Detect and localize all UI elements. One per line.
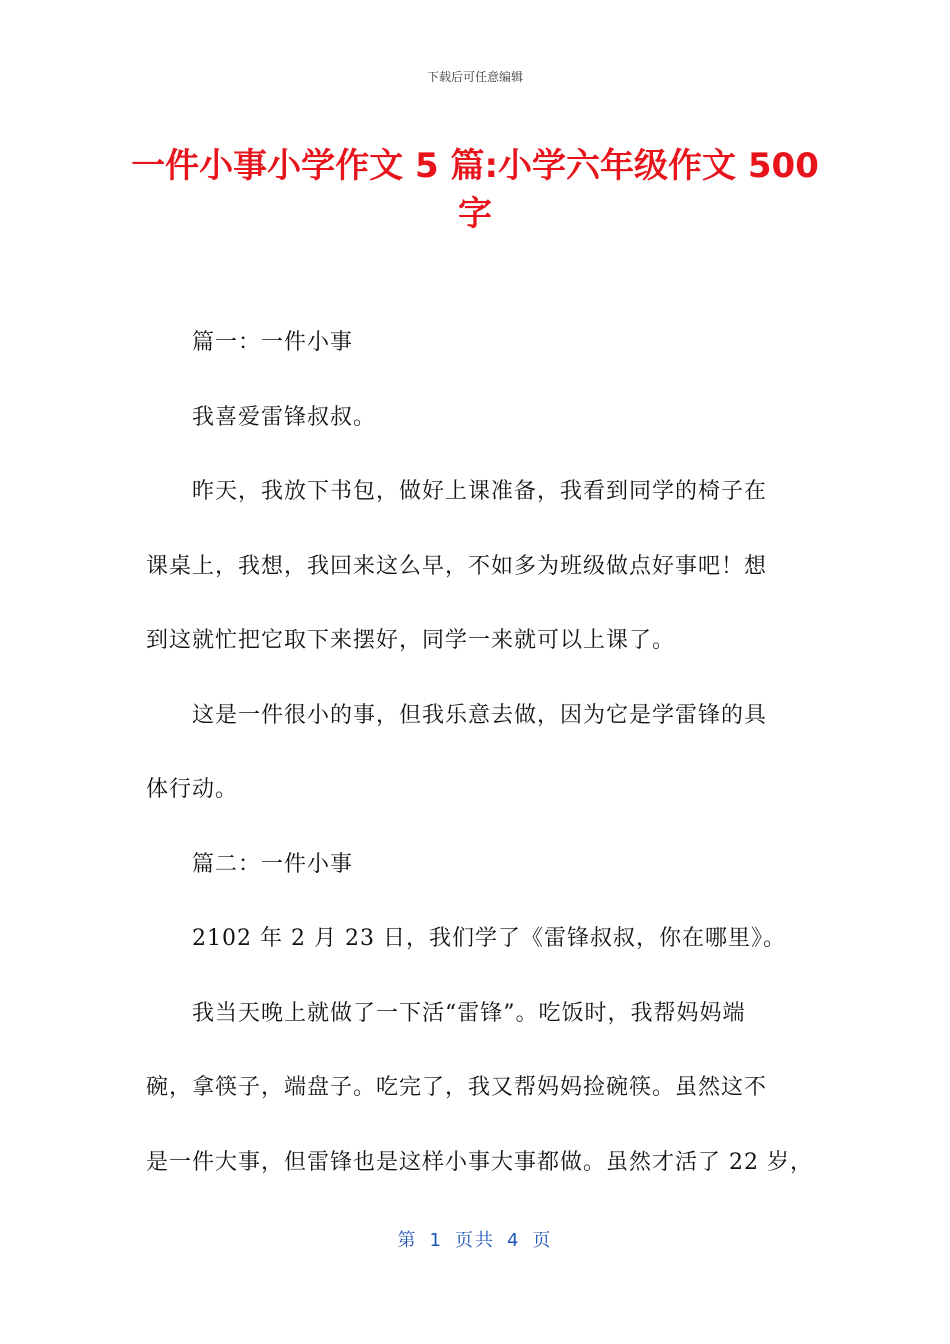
paragraph-line: 2102 年 2 月 23 日，我们学了《雷锋叔叔，你在哪里》。: [192, 926, 786, 951]
paragraph-line: 碗，拿筷子，端盘子。吃完了，我又帮妈妈捡碗筷。虽然这不: [146, 1075, 768, 1100]
paragraph-line: 体行动。: [146, 777, 239, 802]
section-heading: 篇二：一件小事: [192, 851, 354, 877]
footer-label-end: 页: [532, 1230, 553, 1251]
document-title: 一件小事小学作文 5 篇:小学六年级作文 500 字: [131, 146, 819, 234]
paragraph-line: 我当天晚上就做了一下活“雷锋”。吃饭时，我帮妈妈端: [192, 1000, 746, 1026]
section-heading: 篇一：一件小事: [192, 330, 354, 355]
paragraph-line: 是一件大事，但雷锋也是这样小事大事都做。虽然才活了 22 岁，: [146, 1149, 813, 1175]
footer-total-pages: 4: [507, 1230, 521, 1251]
footer-label-of: 页共: [455, 1230, 495, 1251]
footer-current-page: 1: [429, 1230, 443, 1251]
paragraph-line: 课桌上，我想，我回来这么早，不如多为班级做点好事吧！想: [146, 553, 768, 579]
header-note: 下载后可任意编辑: [426, 70, 523, 84]
paragraph-line: 到这就忙把它取下来摆好，同学一来就可以上课了。: [146, 628, 676, 653]
footer-label-page: 第: [397, 1230, 418, 1251]
paragraph-line: 昨天，我放下书包，做好上课准备，我看到同学的椅子在: [192, 479, 768, 504]
paragraph-line: 这是一件很小的事，但我乐意去做，因为它是学雷锋的具: [192, 702, 768, 728]
paragraph-line: 我喜爱雷锋叔叔。: [192, 404, 377, 430]
page-footer: [0, 1226, 950, 1252]
document-body: [146, 320, 813, 1214]
